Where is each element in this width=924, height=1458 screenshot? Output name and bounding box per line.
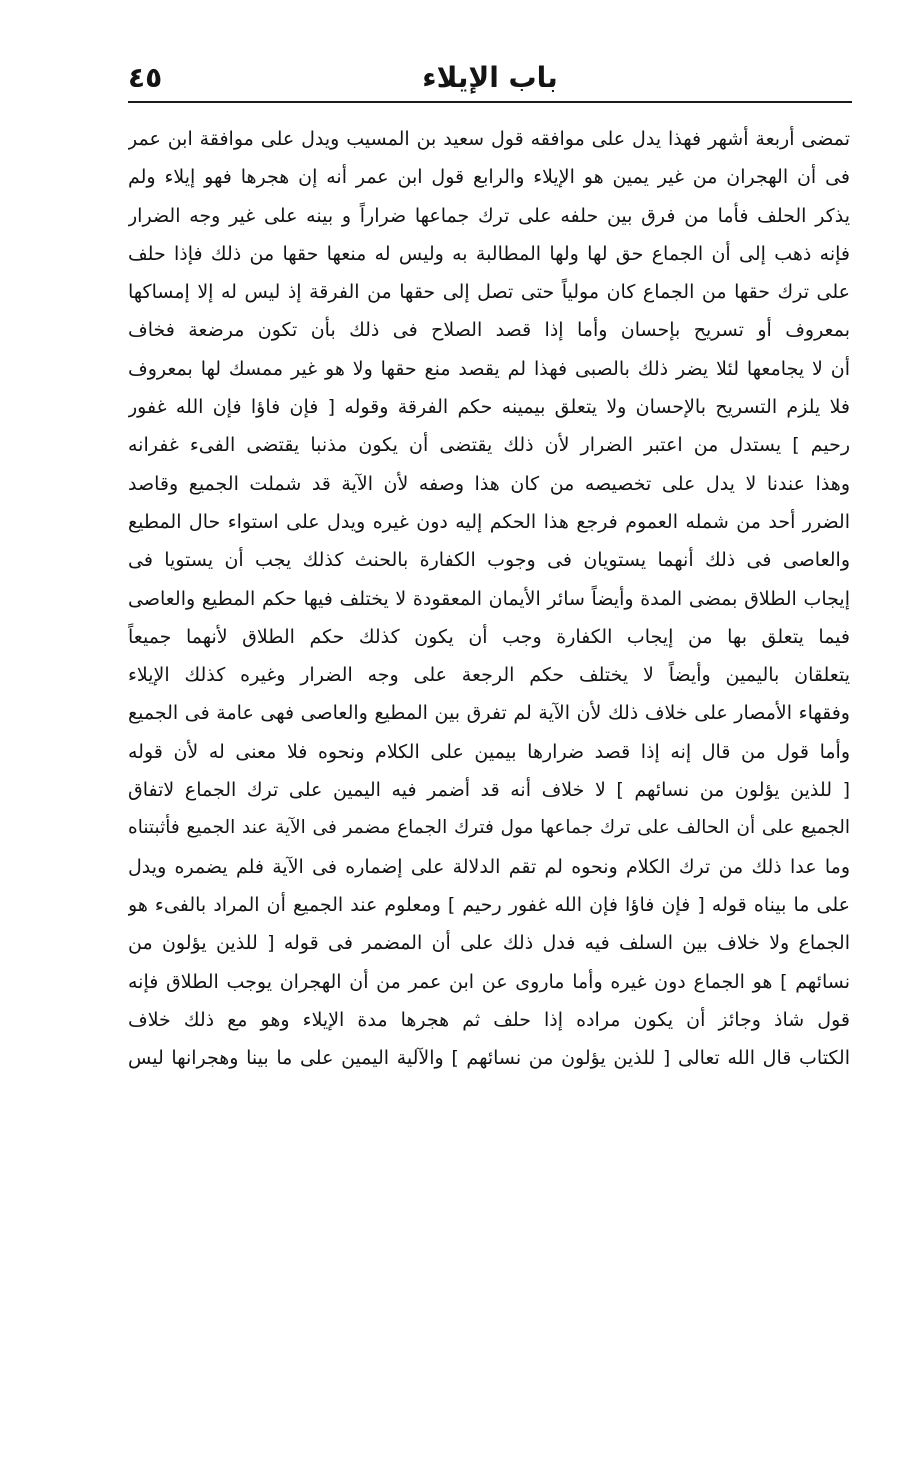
text-line: رحيم ] يستدل من اعتبر الضرار لأن ذلك يقتضى أن يكون مذنبا يقتضى الفىء غفرانه: [128, 434, 850, 457]
text-line: وهذا عندنا لا يدل على تخصيصه من كان هذا وصفه لأن الآية قد شملت الجميع وقاصد: [128, 472, 850, 495]
text-line: يتعلقان باليمين وأيضاً لا يختلف حكم الرجعة على وجه الضرار وغيره كذلك الإيلاء: [128, 664, 850, 687]
text-line: فيما يتعلق بها من إيجاب الكفارة وجب أن يكون كذلك حكم الطلاق لأنهما جميعاً: [128, 625, 850, 648]
body-text: [128, 120, 850, 1077]
text-line: وما عدا ذلك من ترك الكلام ونحوه لم تقم الدلالة على إضماره فى الآية فلم يضمره ويدل: [128, 855, 850, 878]
text-line: فإنه ذهب إلى أن الجماع حق لها ولها المطالبة به وليس له منعها حقها من ذلك فإذا حلف: [128, 242, 850, 265]
text-line: فى أن الهجران من غير يمين هو الإيلاء والرابع قول ابن عمر أنه إن هجرها فهو إيلاء ولم: [128, 166, 850, 189]
text-line: وفقهاء الأمصار على خلاف ذلك لأن الآية لم تفرق بين المطيع والعاصى فهى عامة فى الجميع: [128, 702, 850, 725]
text-line: على ما بيناه قوله [ فإن فاؤا فإن الله غفور رحيم ] ومعلوم عند الجميع أن المراد بالفىء هو: [128, 893, 850, 916]
running-title: باب الإيلاء: [422, 61, 558, 94]
text-line: على ترك حقها من الجماع كان مولياً حتى تصل إلى حقها من الفرقة إذ ليس له إلا إمساكها: [128, 281, 850, 304]
text-line: الجماع ولا خلاف بين السلف فيه فدل ذلك على أن المضمر فى قوله [ للذين يؤلون من: [128, 932, 850, 955]
text-line: الجميع على أن الحالف على ترك جماعها مول فترك الجماع مضمر فى الآية عند الجميع فأثبتناه: [128, 817, 850, 839]
text-line: تمضى أربعة أشهر فهذا يدل على موافقه قول سعيد بن المسيب ويدل على موافقة ابن عمر: [128, 128, 850, 150]
text-line: قول شاذ وجائز أن يكون مراده إذا حلف ثم هجرها مدة الإيلاء وهو مع ذلك خلاف: [128, 1008, 850, 1031]
text-line: الكتاب قال الله تعالى [ للذين يؤلون من نسائهم ] والآلية اليمين على ما بينا وهجرانها ليس: [128, 1047, 850, 1070]
text-line: يذكر الحلف فأما من فرق بين حلفه على ترك جماعها ضراراً و بينه على غير وجه الضرار: [128, 204, 850, 227]
text-line: والعاصى فى ذلك أنهما يستويان فى وجوب الكفارة بالحنث كذلك يجب أن يستويا فى: [128, 549, 850, 572]
text-line: وأما قول من قال إنه إذا قصد ضرارها بيمين على الكلام ونحوه فلا معنى له لأن قوله: [128, 740, 850, 763]
page-header: [128, 56, 852, 100]
text-line: الضرر أحد من شمله العموم فرجع هذا الحكم إليه دون غيره ويدل على استواء حال المطيع: [128, 510, 850, 533]
text-line: إيجاب الطلاق بمضى المدة وأيضاً سائر الأيمان المعقودة لا يختلف فيها حكم المطيع والعاصى: [128, 587, 850, 610]
text-line: أن لا يجامعها لئلا يضر ذلك بالصبى فهذا لم يقصد منع حقها ولا هو غير ممسك لها بمعروف: [128, 357, 850, 380]
text-line: [ للذين يؤلون من نسائهم ] لا خلاف أنه قد أضمر فيه اليمين على ترك الجماع لاتفاق: [128, 779, 850, 802]
text-line: نسائهم ] هو الجماع دون غيره وأما ماروى عن ابن عمر من أن الهجران يوجب الطلاق فإنه: [128, 970, 850, 993]
header-rule: [128, 101, 852, 103]
text-line: بمعروف أو تسريح بإحسان وأما إذا قصد الصلاح فى ذلك بأن تكون مرضعة فخاف: [128, 319, 850, 342]
text-line: فلا يلزم التسريح بالإحسان ولا يتعلق بيمينه حكم الفرقة وقوله [ فإن فاؤا فإن الله غفور: [128, 396, 850, 419]
page-number: ٤٥: [128, 61, 163, 94]
